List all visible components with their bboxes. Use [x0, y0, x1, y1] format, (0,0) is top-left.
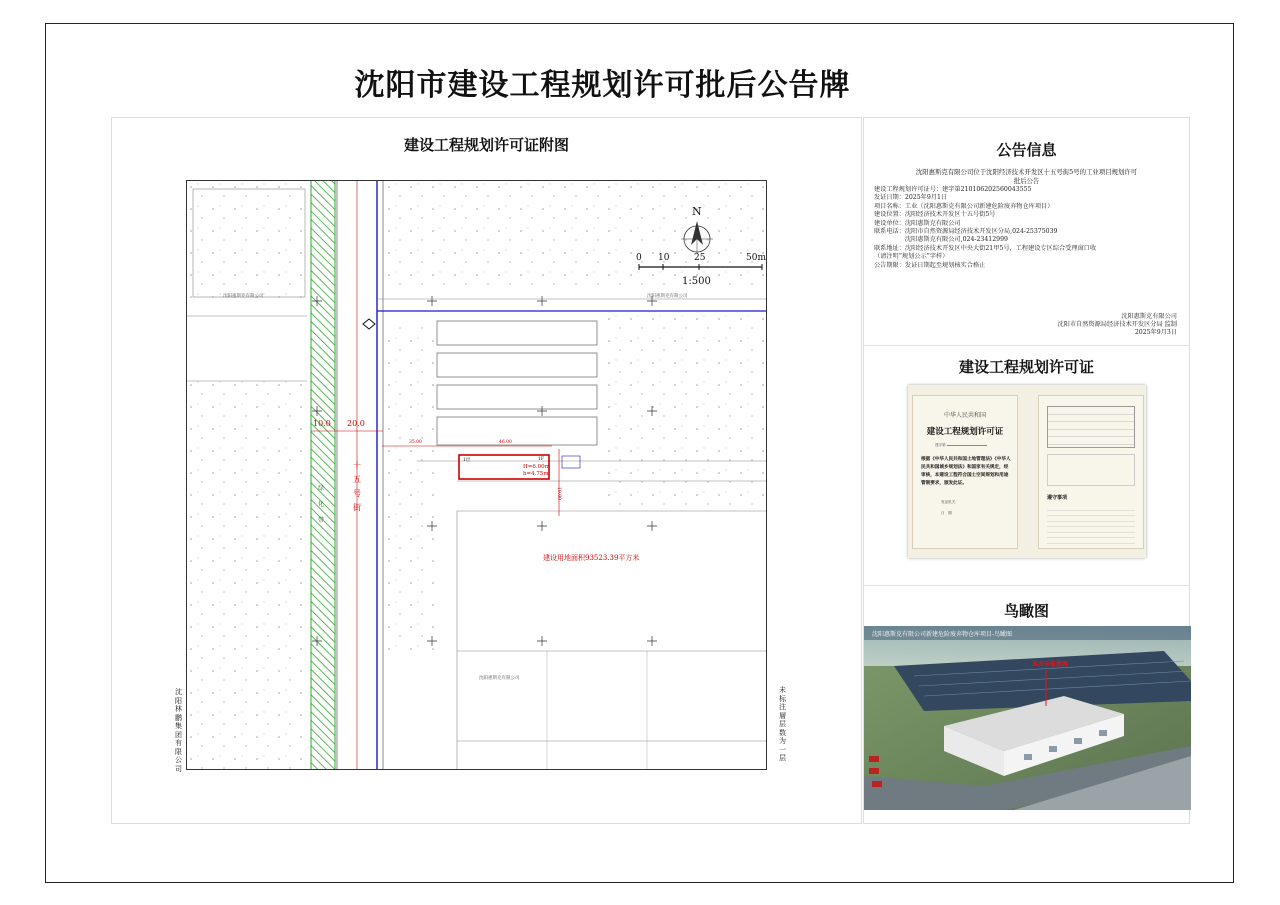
greenbelt-char-1: 绿 [318, 485, 325, 492]
greenbelt-label [318, 481, 328, 529]
building-floor-right: 1F [538, 457, 544, 462]
notice-line: 项目名称：工业（沈阳惠斯克有限公司新建危险废弃物仓库项目） [874, 202, 1054, 210]
cert-issuer: 发证机关 [941, 500, 956, 504]
aerial-title: 鸟瞰图 [1003, 602, 1049, 620]
scale-tick-50: 50m [746, 253, 766, 263]
cert-table [1047, 406, 1135, 448]
notice-intro [864, 168, 1189, 186]
notice-line: 公告期限：发证日期起至规划核实合格止 [874, 261, 986, 269]
street-char-2: 五 [353, 475, 361, 484]
street-char-3: 号 [353, 489, 361, 498]
cert-table-blank [1047, 454, 1135, 486]
cert-left-page [912, 395, 1018, 549]
side-label-right: 未标注層层数为一层 [779, 686, 786, 762]
scale-tick-25: 25 [694, 253, 706, 263]
aerial-illustration [864, 626, 1191, 810]
greenbelt-char-3: 带 [318, 517, 325, 524]
owner-top-mid: 沈阳惠斯克有限公司 [647, 294, 688, 299]
cert-notes-title: 遵守事项 [1047, 495, 1068, 501]
notice-line: 联系电话：沈阳市自然资源局经济技术开发区分局,024-25375039 [874, 228, 1058, 236]
notice-line: 建设单位：沈阳惠斯克有限公司 [874, 219, 961, 227]
scale-tick-0: 0 [636, 253, 642, 263]
dim-35: 35.00 [409, 440, 422, 445]
owner-top-left: 沈阳惠斯克有限公司 [223, 294, 264, 299]
scale-ratio: 1:500 [682, 276, 711, 287]
notice-intro-1: 沈阳惠斯克有限公司位于沈阳经济技术开发区十五号街5号的工业项目规划许可 [915, 168, 1138, 176]
notice-line: （请注明“规划公示”字样） [874, 253, 949, 261]
building-floor-left: 1层 [463, 458, 471, 463]
dim-19: 19.00 [555, 487, 561, 500]
cert-date: 日 期 [941, 511, 952, 515]
street-char-1: 十 [353, 461, 361, 470]
aerial-building-tag: 本次申报建筑 [1032, 661, 1069, 668]
notice-footer-date: 2025年9月3日 [1134, 329, 1177, 337]
site-plan-drawing [187, 181, 766, 769]
site-plan-map [186, 180, 767, 770]
aerial-render [864, 626, 1191, 810]
notice-line: 发证日期：2025年9月1日 [874, 194, 948, 202]
notice-section [864, 118, 1189, 346]
notice-footer-company: 沈阳惠斯克有限公司 [1121, 313, 1177, 320]
greenbelt-char-2: 化 [318, 501, 325, 508]
street-name [353, 459, 363, 515]
permit-certificate-image [908, 385, 1146, 558]
cert-no-label: 建字第 [935, 443, 946, 447]
notice-line: 建设位置：沈阳经济技术开发区十五号街5号 [874, 211, 996, 219]
right-column [863, 117, 1190, 824]
notice-intro-2: 批后公告 [1013, 177, 1040, 185]
owner-bottom: 沈阳惠斯克有限公司 [479, 676, 520, 681]
aerial-caption: 沈阳惠斯克有限公司新建危险废弃物仓库项目-鸟瞰图 [872, 631, 1013, 638]
side-label-left: 沈阳林鹏集团有限公司 [175, 688, 182, 773]
notice-lines [864, 186, 1189, 270]
site-plan-title: 建设工程规划许可证附图 [403, 136, 569, 154]
cert-right-page [1038, 395, 1144, 549]
scale-tick-10: 10 [658, 253, 670, 263]
site-area-label: 建设用地面积93523.39平方米 [543, 554, 640, 562]
street-char-4: 街 [353, 503, 361, 512]
cert-notes-lines [1047, 505, 1135, 545]
notice-line: 沈阳惠斯克有限公司,024-23412999 [874, 236, 1008, 244]
notice-footer [1057, 313, 1177, 338]
permit-title: 建设工程规划许可证 [958, 358, 1094, 376]
north-label: N [692, 205, 702, 218]
page-title: 沈阳市建设工程规划许可批后公告牌 [354, 68, 851, 103]
notice-footer-supervisor: 沈阳市自然资源局经济技术开发区分局 监制 [1057, 321, 1177, 329]
height-h2: h=4.75m [523, 471, 549, 477]
cert-name: 建设工程规划许可证 [926, 427, 1004, 437]
cert-country: 中华人民共和国 [943, 412, 986, 419]
notice-title: 公告信息 [996, 141, 1057, 159]
road-width-20: 20.0 [347, 419, 365, 428]
cert-body: 根据《中华人民共和国土地管理法》《中华人民共和国城乡规划法》和国家有关规定，经审核，本建设工程符合国土空间规划和用途管制要求，颁发此证。 [921, 457, 1011, 486]
notice-line: 联系地址：沈阳经济技术开发区中央大街21甲5号，工程建设专区综合受理窗口收 [874, 244, 1097, 252]
dim-46: 46.00 [499, 440, 512, 445]
height-h: H=6.00m [523, 464, 550, 470]
notice-line: 建设工程规划许可证号：建字第210106202560043555 [874, 186, 1032, 193]
site-plan-panel [111, 117, 862, 824]
road-width-10: 10.0 [313, 419, 331, 428]
